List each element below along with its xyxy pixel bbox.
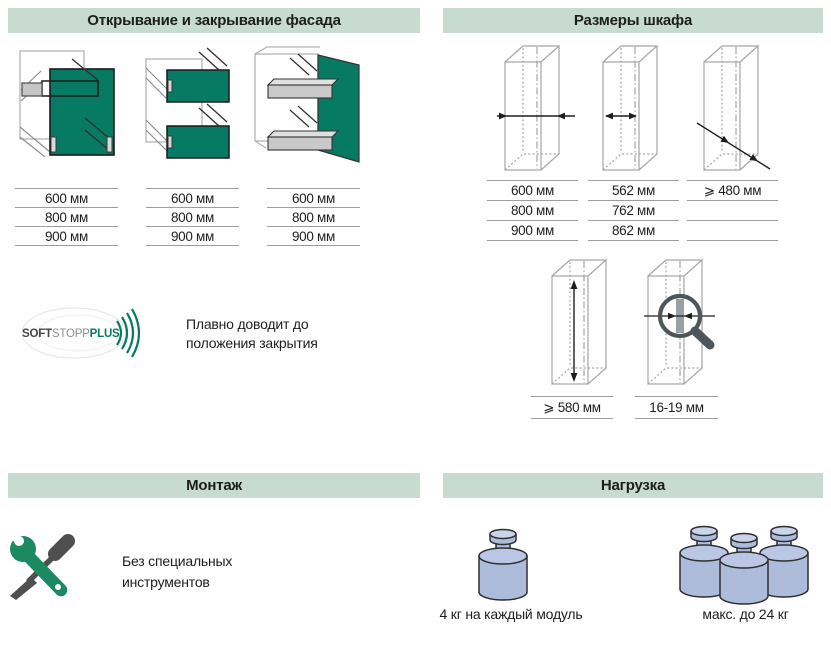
facade-width-table-1 [15, 188, 118, 246]
cabinet-depth-diagram [696, 40, 774, 180]
table-cell: 600 мм [15, 189, 118, 208]
table-cell: 600 мм [487, 181, 578, 201]
table-cell: 600 мм [146, 189, 239, 208]
depth-table [687, 180, 778, 241]
table-cell: 862 мм [588, 221, 679, 241]
table-cell: 800 мм [146, 208, 239, 227]
softstoppplus-logo [20, 304, 140, 362]
table-cell: 562 мм [588, 181, 679, 201]
facade-width-table-3 [267, 188, 360, 246]
table-cell: 800 мм [267, 208, 360, 227]
side-opening-diagram [254, 44, 360, 186]
magnifier-icon [644, 296, 715, 345]
facade-width-table-2 [146, 188, 239, 246]
table-cell: 900 мм [146, 227, 239, 246]
cabinet-height-diagram [544, 254, 622, 394]
weight-group-icon [678, 520, 810, 606]
inner-width-table [588, 180, 679, 241]
mounting-caption-line1: Без специальных [122, 553, 233, 569]
load-max-caption: макс. до 24 кг [702, 606, 789, 622]
thickness-table [635, 396, 718, 419]
table-cell: ⩾ 480 мм [687, 181, 778, 201]
panel-thickness-diagram [640, 254, 718, 394]
table-cell: 600 мм [267, 189, 360, 208]
soundwave-arcs-icon [117, 309, 139, 357]
table-cell: 900 мм [487, 221, 578, 241]
table-cell: 800 мм [15, 208, 118, 227]
logo-text: SOFTSTOPPPLUS [22, 328, 120, 340]
table-cell: ⩾ 580 мм [531, 397, 613, 419]
table-cell: 16-19 мм [635, 397, 718, 419]
table-cell [687, 221, 778, 241]
weight-single-icon [477, 523, 529, 603]
cabinet-outer-width-diagram [497, 40, 575, 180]
softclose-caption-line2: положения закрытия [186, 335, 318, 351]
table-cell: 762 мм [588, 201, 679, 221]
mounting-caption [122, 551, 232, 593]
load-header: Нагрузка [443, 473, 823, 498]
door-front-diagram [14, 44, 126, 186]
opening-header: Открывание и закрывание фасада [8, 8, 420, 33]
cabinet-inner-width-diagram [595, 40, 673, 180]
table-cell: 800 мм [487, 201, 578, 221]
table-cell: 900 мм [267, 227, 360, 246]
table-cell: 900 мм [15, 227, 118, 246]
softclose-caption [186, 315, 318, 353]
mounting-header: Монтаж [8, 473, 420, 498]
table-cell [687, 201, 778, 221]
softclose-caption-line1: Плавно доводит до [186, 316, 309, 332]
load-single-caption: 4 кг на каждый модуль [439, 606, 583, 622]
double-flap-diagram [143, 44, 239, 186]
mounting-caption-line2: инструментов [122, 574, 210, 590]
height-table [531, 396, 613, 419]
dimensions-header: Размеры шкафа [443, 8, 823, 33]
cabinet-width-table [487, 180, 578, 241]
tools-icon [6, 532, 78, 608]
